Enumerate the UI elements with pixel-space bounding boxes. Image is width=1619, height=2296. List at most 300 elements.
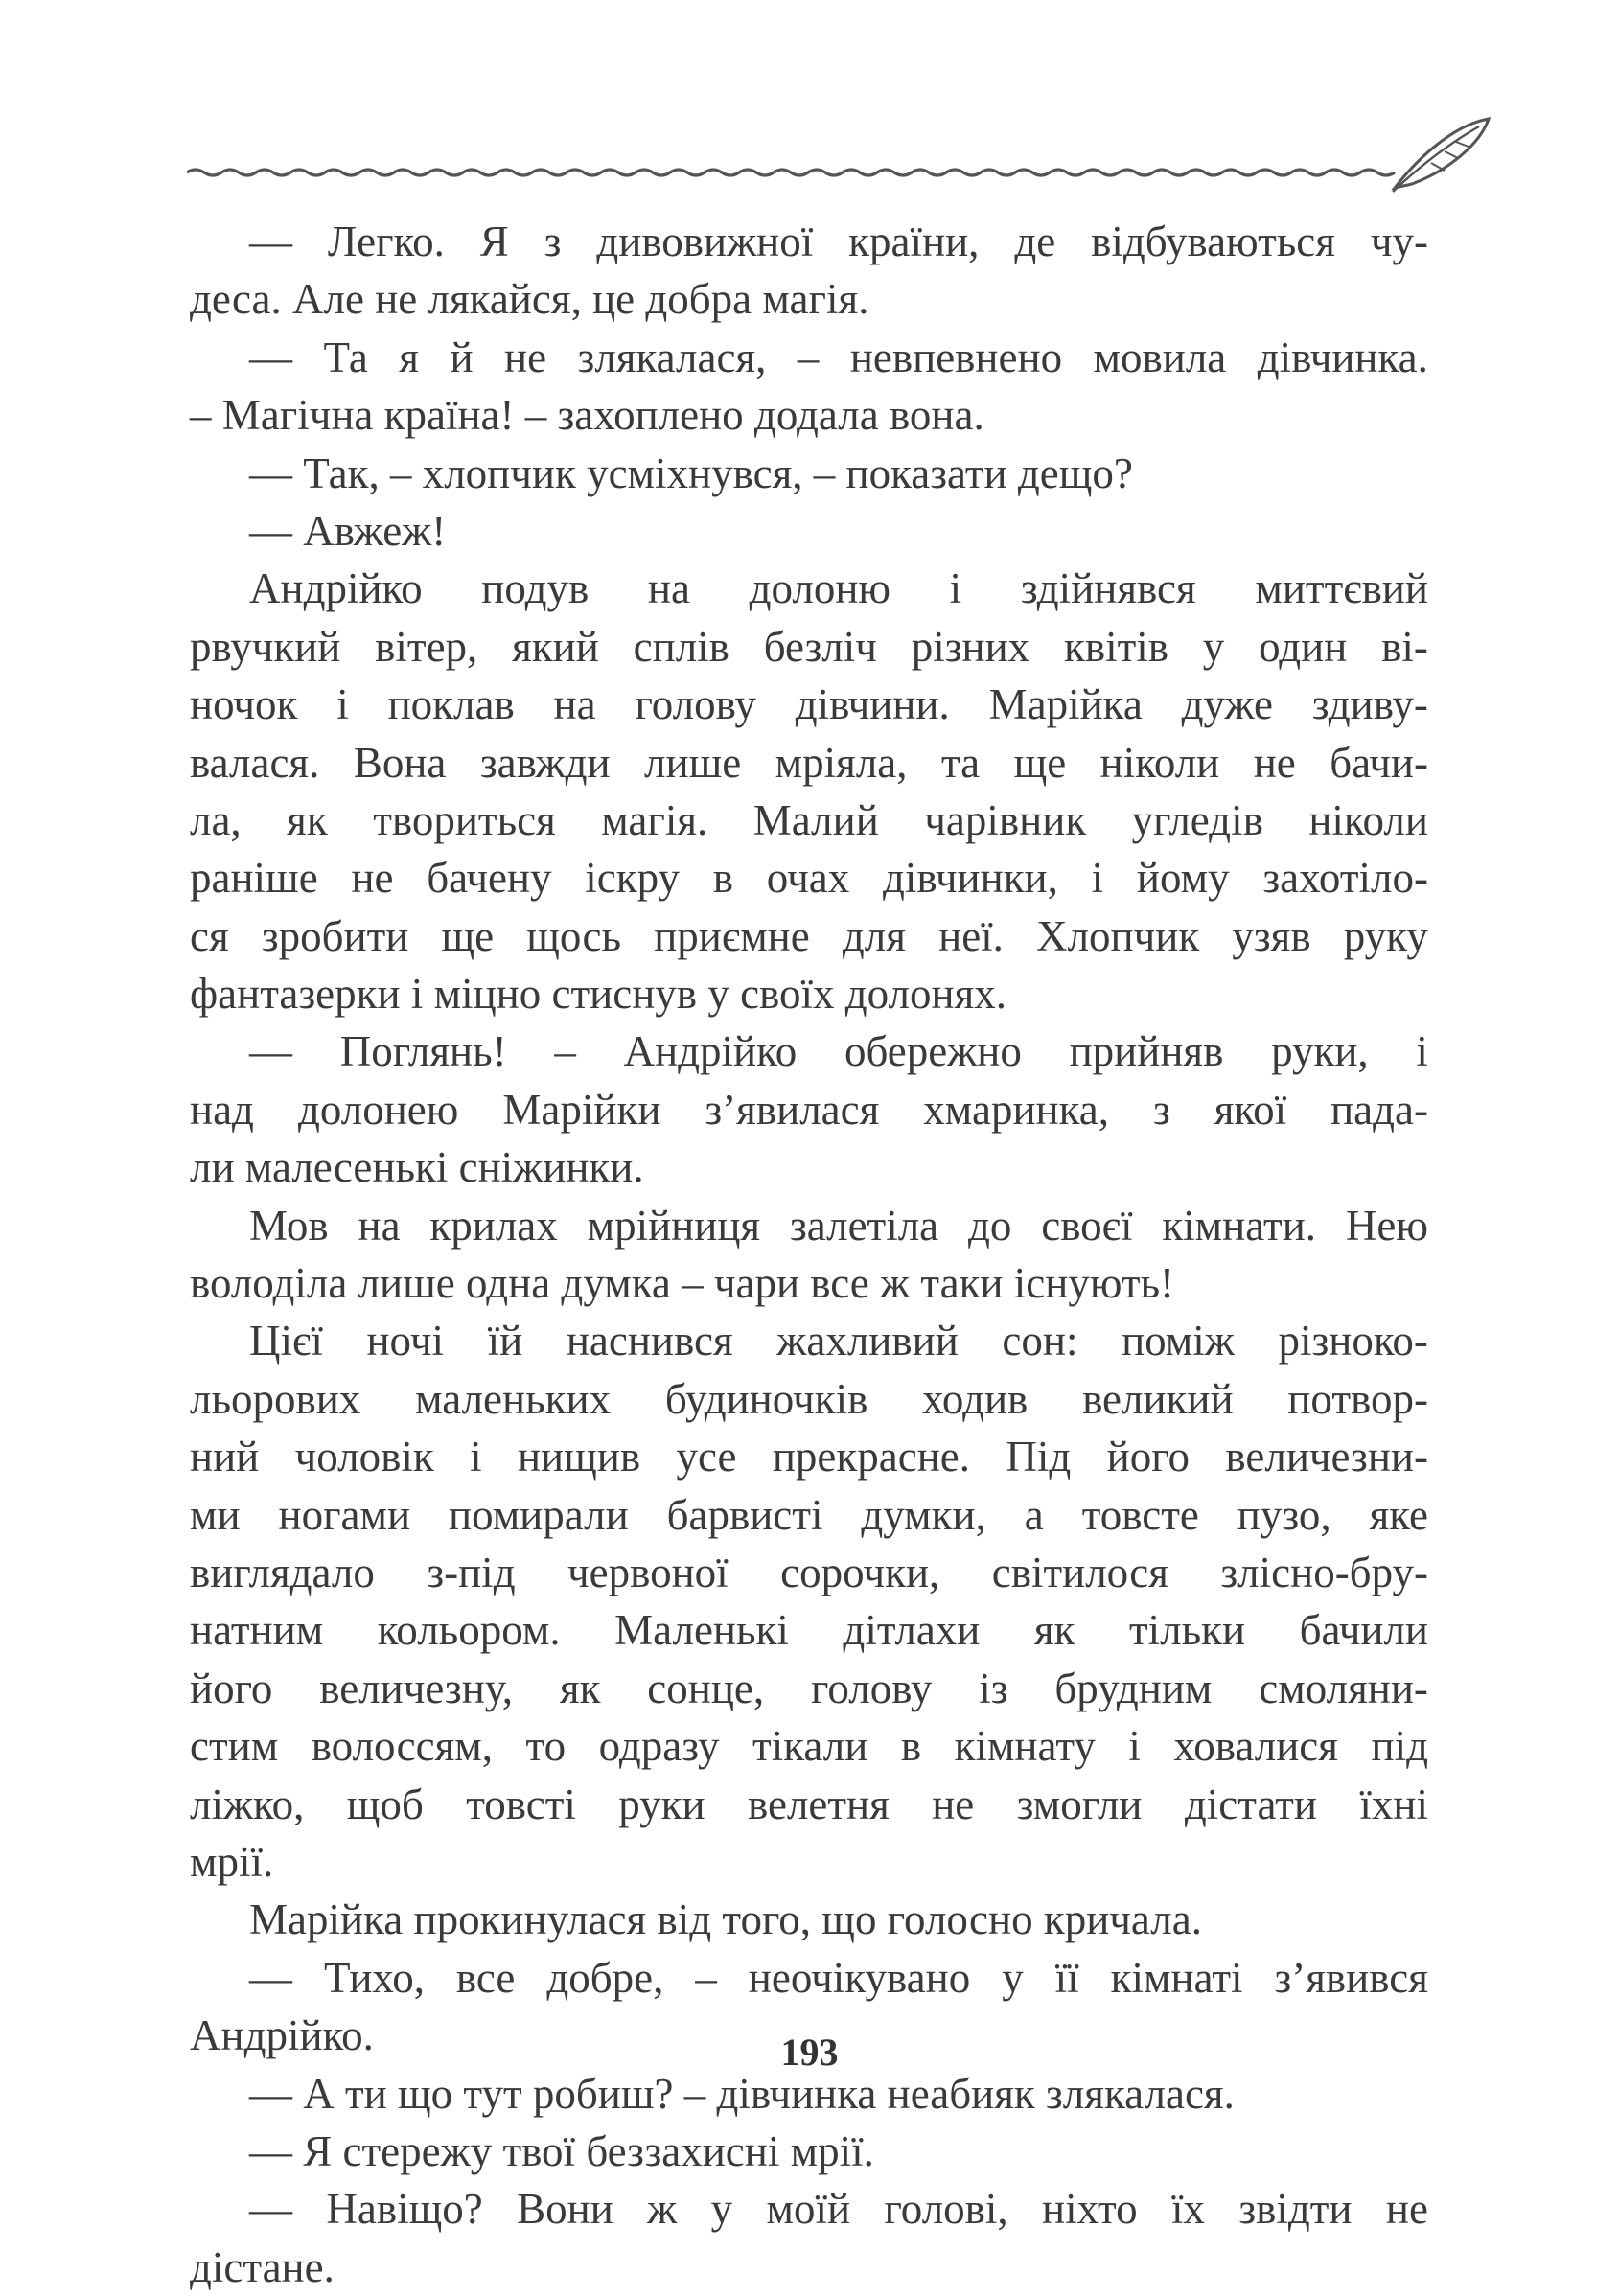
word: будиночків [664, 1374, 868, 1423]
word: їхні [1359, 1779, 1428, 1828]
word: як [1033, 1606, 1075, 1655]
word: мрійниця [587, 1201, 761, 1250]
word: сон: [1002, 1317, 1078, 1366]
text-line [190, 1370, 1428, 1428]
text-line [190, 1138, 1428, 1196]
word: дівчинки, [882, 854, 1058, 903]
word: поклав [387, 680, 515, 729]
word: — [249, 506, 292, 555]
word: одразу [598, 1722, 720, 1771]
word: — [249, 448, 292, 497]
word: захотіло- [1262, 854, 1428, 903]
word: та [940, 738, 981, 787]
word: дещо? [1017, 448, 1133, 497]
word: – [813, 448, 836, 497]
word: і [410, 970, 424, 1019]
word: зробити [261, 911, 409, 960]
word: іскру [585, 854, 681, 903]
word: маленьких [415, 1374, 612, 1423]
word: це [592, 275, 636, 324]
word: ж [880, 1259, 911, 1308]
word: чари [713, 1259, 800, 1308]
word: кімнату [954, 1722, 1096, 1771]
word: різних [911, 622, 1030, 671]
word: не [351, 854, 394, 903]
word: кольором. [377, 1606, 561, 1655]
text-line [190, 1949, 1428, 2007]
text-line [190, 2180, 1428, 2238]
word: мовила [1093, 333, 1227, 381]
word: дістати [1184, 1779, 1318, 1828]
word: лише [644, 738, 742, 787]
word: смоляни- [1259, 1664, 1428, 1712]
word: нищив [517, 1433, 641, 1481]
text-line [190, 907, 1428, 965]
word: чу- [1370, 218, 1428, 265]
word: чоловік [294, 1433, 434, 1481]
word: хлопчик [422, 448, 576, 497]
word: Мов [249, 1201, 329, 1250]
word: у [710, 2185, 733, 2234]
word: в [712, 854, 734, 903]
text-line [190, 849, 1428, 907]
word: таки [920, 1259, 1004, 1308]
word: обережно [844, 1027, 1022, 1076]
text-line [190, 270, 1428, 328]
word: із [979, 1664, 1008, 1712]
word: не [1253, 738, 1296, 787]
word: бачи- [1330, 738, 1428, 787]
word: малесенькі [244, 1143, 449, 1192]
word: на [553, 680, 596, 729]
word: ще [1013, 738, 1067, 787]
word: з [1153, 1085, 1170, 1134]
word: для [842, 911, 906, 960]
word: до [967, 1201, 1012, 1250]
word: дівчинка. [1257, 333, 1428, 381]
word: дівчинка [716, 2069, 877, 2118]
word: кричала. [1043, 1895, 1202, 1944]
word: долонях. [844, 970, 1007, 1019]
word: звідти [1238, 2185, 1353, 2234]
word: – [695, 1953, 717, 2002]
word: один [1259, 622, 1348, 671]
word: — [249, 2126, 292, 2175]
text-line [190, 1428, 1428, 1485]
word: залетіла [789, 1201, 939, 1250]
word: голову [635, 680, 756, 729]
word: у [707, 970, 729, 1019]
word: мріяла, [775, 738, 908, 787]
word: безліч [763, 622, 877, 671]
text-line [190, 502, 1428, 560]
text-line [190, 1486, 1428, 1544]
word: я [399, 333, 419, 381]
word: і [1128, 1722, 1141, 1771]
word: існують! [1013, 1259, 1175, 1308]
word: їх [1170, 2185, 1205, 2234]
word: то [525, 1722, 567, 1771]
word: Цієї [249, 1317, 323, 1366]
text-line [190, 1022, 1428, 1080]
word: Андрійко [249, 564, 423, 613]
word: – [524, 391, 547, 440]
word: Нею [1345, 1201, 1428, 1250]
word: і [470, 1433, 482, 1481]
body-text [190, 213, 1428, 2296]
word: – [797, 333, 820, 381]
word: кімнати. [1162, 1201, 1317, 1250]
word: руки [618, 1779, 705, 1828]
word: показати [845, 448, 1007, 497]
word: руку [1343, 911, 1428, 960]
word: своєї [1041, 1201, 1133, 1250]
text-line [190, 2123, 1428, 2180]
word: того, [722, 1895, 812, 1944]
word: величезни- [1225, 1433, 1428, 1481]
word: ся [190, 911, 229, 960]
word: пузо, [1237, 1490, 1331, 1539]
word: Вона [353, 738, 447, 787]
word: моїй [766, 2185, 851, 2234]
word: барвисті [666, 1490, 823, 1539]
word: країни, [848, 218, 980, 265]
word: усе [676, 1433, 737, 1481]
word: добра [645, 275, 752, 324]
word: узяв [1232, 911, 1311, 960]
word: у [1202, 622, 1225, 671]
word: Я [479, 218, 509, 265]
word: з [544, 218, 562, 265]
word: де [1014, 218, 1056, 265]
word: — [249, 1027, 292, 1076]
word: кімнаті [1110, 1953, 1243, 2002]
word: квітів [1063, 622, 1168, 671]
word: над [190, 1085, 254, 1134]
word: товсте [1081, 1490, 1199, 1539]
text-line [190, 1833, 1428, 1891]
word: — [249, 2185, 292, 2234]
word: від [657, 1895, 712, 1944]
word: тікали [752, 1722, 868, 1771]
word: на [647, 564, 690, 613]
word: дістане. [190, 2242, 335, 2291]
text-line [190, 1081, 1428, 1138]
word: — [249, 218, 292, 265]
word: робиш? [532, 2069, 674, 2118]
word: сонце, [647, 1664, 765, 1712]
word: ніколи [1099, 738, 1220, 787]
word: миттєвий [1255, 564, 1428, 613]
word: ми [190, 1490, 241, 1539]
word: ж [647, 2185, 678, 2234]
text-line [190, 1601, 1428, 1659]
word: Але [292, 275, 364, 324]
word: потвор- [1287, 1374, 1428, 1423]
word: ходив [922, 1374, 1029, 1423]
quill-feather-icon [1393, 119, 1489, 192]
word: помирали [448, 1490, 629, 1539]
text-line [190, 734, 1428, 792]
word: додала [753, 391, 879, 440]
word: й [450, 333, 474, 381]
word: дивовижної [596, 218, 814, 265]
word: Так, [303, 448, 380, 497]
word: жахливий [776, 1317, 959, 1366]
word: думка [561, 1259, 671, 1308]
word: не [1385, 2185, 1428, 2234]
word: ти [345, 2069, 387, 2118]
word: завжди [479, 738, 611, 787]
word: поміж [1122, 1317, 1235, 1366]
word: з-під [427, 1548, 516, 1596]
word: прийняв [1069, 1027, 1224, 1076]
text-line [190, 1312, 1428, 1369]
word: Андрійко [623, 1027, 798, 1076]
word: якої [1214, 1085, 1287, 1134]
word: ніколи [1308, 795, 1428, 844]
word: долонею [297, 1085, 459, 1134]
word: йому [1136, 854, 1230, 903]
word: дуже [1181, 680, 1273, 729]
word: червоної [567, 1548, 729, 1596]
word: Марійки [502, 1085, 661, 1134]
word: фантазерки [190, 970, 401, 1019]
text-line [190, 618, 1428, 676]
page-number: 193 [780, 2031, 839, 2074]
word: – [682, 1259, 704, 1308]
word: магія. [762, 275, 869, 324]
text-line [190, 560, 1428, 617]
word: ще [441, 911, 495, 960]
word: Авжеж! [303, 506, 447, 555]
word: ліжко, [190, 1779, 305, 1828]
word: і [949, 564, 962, 613]
word: раніше [190, 854, 318, 903]
word: рвучкий [190, 622, 341, 671]
word: – [190, 391, 212, 440]
word: ла, [190, 795, 242, 844]
word: здиву- [1311, 680, 1428, 729]
word: ночок [190, 680, 298, 729]
word: змогли [1016, 1779, 1143, 1828]
text-line [190, 676, 1428, 733]
text-line [190, 1544, 1428, 1601]
word: долоню [749, 564, 891, 613]
word: Тихо, [323, 1953, 425, 2002]
word: — [249, 1953, 292, 2002]
text-line [190, 445, 1428, 502]
word: здійнявся [1020, 564, 1196, 613]
word: і [336, 680, 349, 729]
word: лише [358, 1259, 455, 1308]
word: беззахисні [586, 2126, 780, 2175]
word: ли [190, 1143, 235, 1192]
word: товсті [466, 1779, 576, 1828]
word: Марійка [988, 680, 1143, 729]
word: одна [466, 1259, 551, 1308]
word: який [512, 622, 599, 671]
word: мрії. [190, 1837, 274, 1886]
word: різноко- [1278, 1317, 1428, 1366]
word: величезну, [319, 1664, 514, 1712]
word: вона. [889, 391, 984, 440]
word: велетня [748, 1779, 890, 1828]
word: ві- [1381, 622, 1428, 671]
word: бачили [1299, 1606, 1428, 1655]
word: щоб [346, 1779, 424, 1828]
word: не [932, 1779, 975, 1828]
word: — [249, 333, 292, 381]
text-line [190, 1717, 1428, 1775]
word: чарівник [924, 795, 1087, 844]
word: і [1416, 1027, 1428, 1076]
word: подув [481, 564, 590, 613]
word: злякалася, [577, 333, 767, 381]
word: невпевнено [849, 333, 1063, 381]
word: неочікувано [748, 1953, 971, 2002]
word: Я [303, 2126, 333, 2175]
word: її [1054, 1953, 1079, 2002]
word: ніхто [1042, 2185, 1138, 2234]
word: ний [190, 1433, 260, 1481]
word: Маленькі [614, 1606, 789, 1655]
word: що [821, 1895, 877, 1944]
word: голосно [887, 1895, 1033, 1944]
word: Марійка [249, 1895, 404, 1944]
word: угледів [1131, 795, 1263, 844]
word: їй [487, 1317, 523, 1366]
word: – [389, 448, 412, 497]
word: все [455, 1953, 516, 2002]
word: — [249, 2069, 292, 2118]
word: не [375, 275, 418, 324]
word: володіла [190, 1259, 348, 1308]
word: натним [190, 1606, 324, 1655]
word: крилах [429, 1201, 558, 1250]
word: твої [502, 2126, 576, 2175]
word: як [287, 795, 328, 844]
word: пада- [1330, 1085, 1428, 1134]
word: ховалися [1173, 1722, 1338, 1771]
text-line [190, 792, 1428, 849]
word: голову [811, 1664, 933, 1712]
word: все [810, 1259, 869, 1308]
text-line [190, 329, 1428, 386]
text-line [190, 2239, 1428, 2296]
word: тільки [1129, 1606, 1246, 1655]
word: щось [526, 911, 622, 960]
word: країна! [383, 391, 515, 440]
word: валася. [190, 738, 320, 787]
word: з’явилася [705, 1085, 880, 1134]
word: Хлопчик [1036, 911, 1200, 960]
word: льорових [190, 1374, 361, 1423]
word: Та [323, 333, 368, 381]
header-ornament [187, 113, 1491, 199]
word: міцно [433, 970, 542, 1019]
word: магія. [601, 795, 708, 844]
word: як [559, 1664, 601, 1712]
word: твориться [373, 795, 556, 844]
word: дівчини. [795, 680, 950, 729]
word: і [1091, 854, 1104, 903]
word: захоплено [557, 391, 744, 440]
word: сплів [633, 622, 729, 671]
word: його [190, 1664, 273, 1712]
word: – [683, 2069, 706, 2118]
word: тут [463, 2069, 522, 2118]
word: стиснув [551, 970, 698, 1019]
word: сорочки, [780, 1548, 940, 1596]
word: Магічна [221, 391, 374, 440]
word: брудним [1054, 1664, 1213, 1712]
word: відбуваються [1091, 218, 1335, 265]
word: приємне [654, 911, 810, 960]
word: яке [1369, 1490, 1428, 1539]
text-line [190, 1254, 1428, 1312]
word: злякалася. [1046, 2069, 1235, 2118]
word: прекрасне. [772, 1433, 970, 1481]
word: вітер, [375, 622, 478, 671]
word: голові, [884, 2185, 1008, 2234]
word: не [504, 333, 547, 381]
word: усміхнувся, [587, 448, 803, 497]
word: світилося [991, 1548, 1168, 1596]
word: А [303, 2069, 335, 2118]
word: стережу [342, 2126, 493, 2175]
word: на [358, 1201, 401, 1250]
word: руки, [1271, 1027, 1369, 1076]
word: ногами [278, 1490, 411, 1539]
word: хмаринка, [923, 1085, 1110, 1134]
word: його [1106, 1433, 1191, 1481]
word: своїх [740, 970, 835, 1019]
text-line [190, 1776, 1428, 1833]
word: а [1024, 1490, 1044, 1539]
word: неабияк [887, 2069, 1035, 2118]
word: виглядало [190, 1548, 375, 1596]
text-line [190, 1660, 1428, 1717]
word: наснився [566, 1317, 733, 1366]
word: волоссям, [311, 1722, 494, 1771]
word: великий [1082, 1374, 1234, 1423]
word: Поглянь! [339, 1027, 507, 1076]
word: Під [1006, 1433, 1072, 1481]
word: ночі [366, 1317, 444, 1366]
word: лякайся, [428, 275, 582, 324]
word: – [554, 1027, 576, 1076]
word: думки, [861, 1490, 986, 1539]
word: добре, [546, 1953, 664, 2002]
word: бачену [427, 854, 552, 903]
word: деса. [190, 275, 282, 324]
word: Навіщо? [326, 2185, 483, 2234]
word: що [398, 2069, 453, 2118]
wavy-rule [187, 170, 1395, 175]
word: під [1371, 1722, 1428, 1771]
word: стим [190, 1722, 279, 1771]
word: Малий [752, 795, 879, 844]
word: в [900, 1722, 922, 1771]
text-line [190, 965, 1428, 1022]
text-line [190, 1197, 1428, 1254]
word: сніжинки. [458, 1143, 644, 1192]
word: Вони [517, 2185, 613, 2234]
word: неї. [938, 911, 1004, 960]
word: у [1002, 1953, 1024, 2002]
word: мрії. [790, 2126, 874, 2175]
